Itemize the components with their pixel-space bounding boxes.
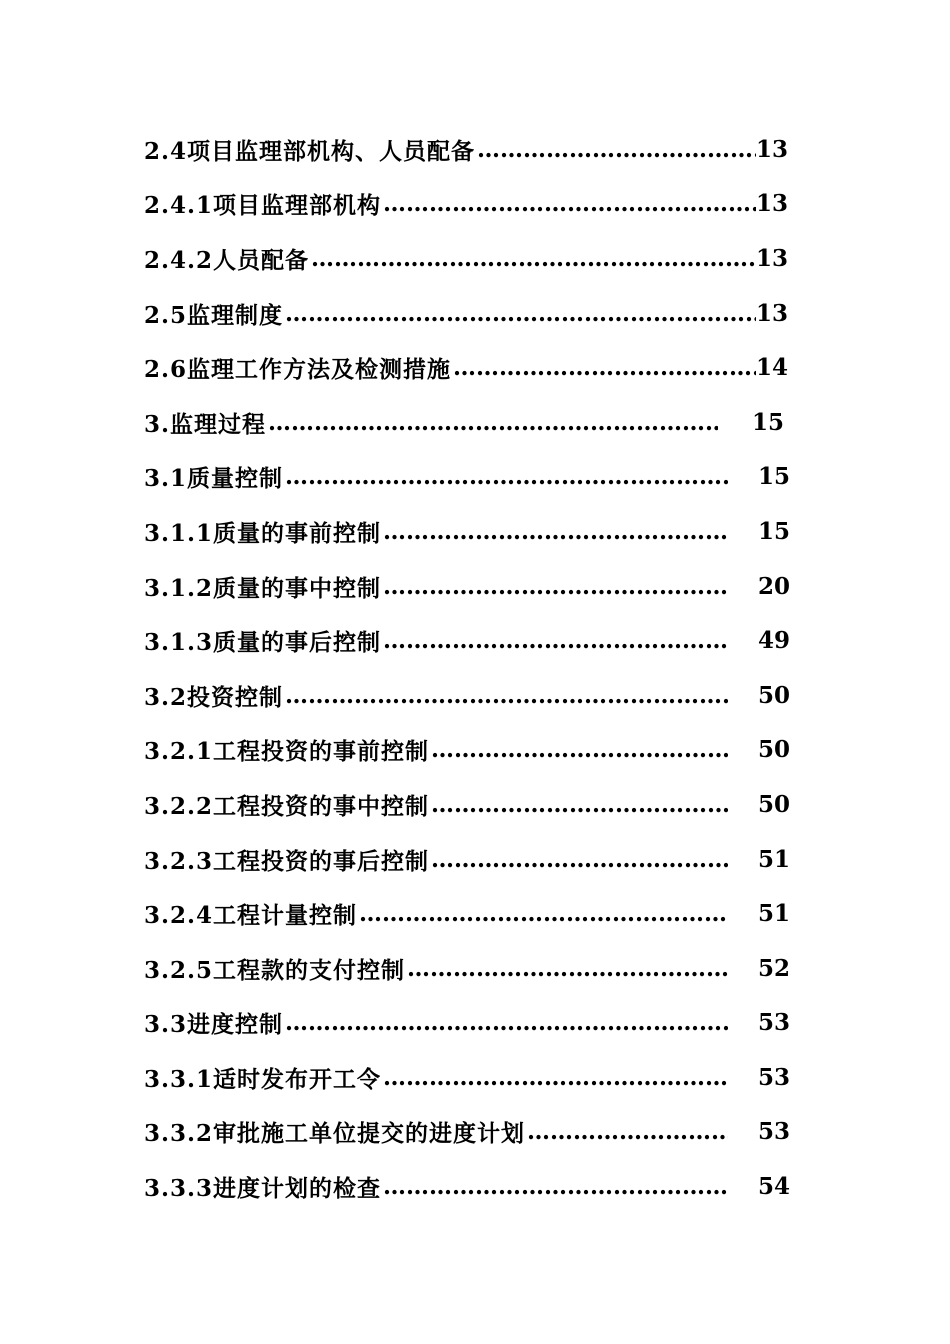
toc-entry-page: 50 xyxy=(758,681,791,709)
toc-dot-leader xyxy=(407,955,728,982)
toc-dot-leader xyxy=(359,900,728,927)
toc-entry-title: 2.5监理制度 xyxy=(144,301,284,329)
toc-entry[interactable] xyxy=(144,1050,791,1105)
toc-entry[interactable] xyxy=(144,340,789,395)
toc-entry-title: 3.2投资控制 xyxy=(144,683,284,711)
toc-entry-title: 3.监理过程 xyxy=(144,410,267,438)
toc-dot-leader xyxy=(431,736,728,763)
table-of-contents xyxy=(144,122,791,1214)
toc-entry-title: 2.4.2人员配备 xyxy=(144,246,310,274)
toc-entry-title: 3.2.2工程投资的事中控制 xyxy=(144,792,430,820)
toc-dot-leader xyxy=(431,846,728,873)
toc-dot-leader xyxy=(383,573,728,600)
toc-entry[interactable] xyxy=(144,1159,791,1214)
toc-entry[interactable] xyxy=(144,559,791,614)
toc-entry-title: 3.2.1工程投资的事前控制 xyxy=(144,738,430,766)
toc-entry-page: 52 xyxy=(758,954,791,982)
toc-entry[interactable] xyxy=(144,996,791,1051)
toc-entry[interactable] xyxy=(144,941,791,996)
toc-entry[interactable] xyxy=(144,777,791,832)
toc-entry[interactable] xyxy=(144,668,791,723)
toc-dot-leader xyxy=(383,627,728,654)
toc-entry-page: 13 xyxy=(756,135,789,163)
toc-entry-title: 3.3.2审批施工单位提交的进度计划 xyxy=(144,1120,526,1148)
toc-dot-leader xyxy=(383,190,756,217)
toc-entry-page: 51 xyxy=(758,900,791,928)
toc-dot-leader xyxy=(285,1009,728,1036)
toc-entry-page: 53 xyxy=(758,1118,791,1146)
toc-entry-title: 3.3.1适时发布开工令 xyxy=(144,1065,382,1093)
toc-entry-page: 20 xyxy=(758,572,791,600)
toc-entry[interactable] xyxy=(144,723,791,778)
toc-entry[interactable] xyxy=(144,1105,791,1160)
toc-dot-leader xyxy=(285,682,728,709)
toc-entry-page: 13 xyxy=(756,244,789,272)
toc-entry-page: 54 xyxy=(758,1173,791,1201)
toc-entry-title: 3.1.1质量的事前控制 xyxy=(144,519,382,547)
toc-entry-title: 3.3进度控制 xyxy=(144,1011,284,1039)
toc-entry-page: 13 xyxy=(756,299,789,327)
toc-dot-leader xyxy=(383,1064,728,1091)
toc-entry-page: 50 xyxy=(758,790,791,818)
toc-entry-title: 3.1.2质量的事中控制 xyxy=(144,574,382,602)
toc-entry[interactable] xyxy=(144,395,784,450)
toc-entry-page: 50 xyxy=(758,736,791,764)
toc-dot-leader xyxy=(383,1173,728,1200)
toc-entry-title: 3.1质量控制 xyxy=(144,465,284,493)
toc-dot-leader xyxy=(477,136,756,163)
toc-entry[interactable] xyxy=(144,886,791,941)
toc-dot-leader xyxy=(268,409,718,436)
toc-entry[interactable] xyxy=(144,286,789,341)
toc-entry-title: 3.2.4工程计量控制 xyxy=(144,902,358,930)
toc-entry-title: 3.2.3工程投资的事后控制 xyxy=(144,847,430,875)
toc-entry[interactable] xyxy=(144,177,789,232)
toc-dot-leader xyxy=(285,300,756,327)
toc-entry-title: 2.4.1项目监理部机构 xyxy=(144,192,382,220)
toc-entry-page: 15 xyxy=(758,517,791,545)
toc-entry[interactable] xyxy=(144,122,789,177)
toc-entry-page: 53 xyxy=(758,1009,791,1037)
toc-entry-page: 53 xyxy=(758,1063,791,1091)
toc-entry-page: 13 xyxy=(756,190,789,218)
toc-entry-page: 14 xyxy=(756,354,789,382)
toc-dot-leader xyxy=(453,354,756,381)
toc-entry-page: 51 xyxy=(758,845,791,873)
toc-entry[interactable] xyxy=(144,231,789,286)
toc-entry[interactable] xyxy=(144,504,791,559)
toc-entry[interactable] xyxy=(144,450,791,505)
toc-dot-leader xyxy=(285,463,728,490)
toc-entry-title: 2.4项目监理部机构、人员配备 xyxy=(144,137,476,165)
toc-entry-title: 3.1.3质量的事后控制 xyxy=(144,629,382,657)
toc-entry-title: 3.3.3进度计划的检查 xyxy=(144,1175,382,1203)
toc-entry-title: 3.2.5工程款的支付控制 xyxy=(144,956,406,984)
toc-dot-leader xyxy=(311,245,756,272)
toc-entry[interactable] xyxy=(144,832,791,887)
toc-dot-leader xyxy=(527,1118,728,1145)
toc-entry-page: 49 xyxy=(758,627,791,655)
toc-entry[interactable] xyxy=(144,613,791,668)
toc-dot-leader xyxy=(431,791,728,818)
toc-entry-page: 15 xyxy=(758,463,791,491)
toc-entry-title: 2.6监理工作方法及检测措施 xyxy=(144,356,452,384)
toc-dot-leader xyxy=(383,518,728,545)
toc-entry-page: 15 xyxy=(751,408,784,436)
